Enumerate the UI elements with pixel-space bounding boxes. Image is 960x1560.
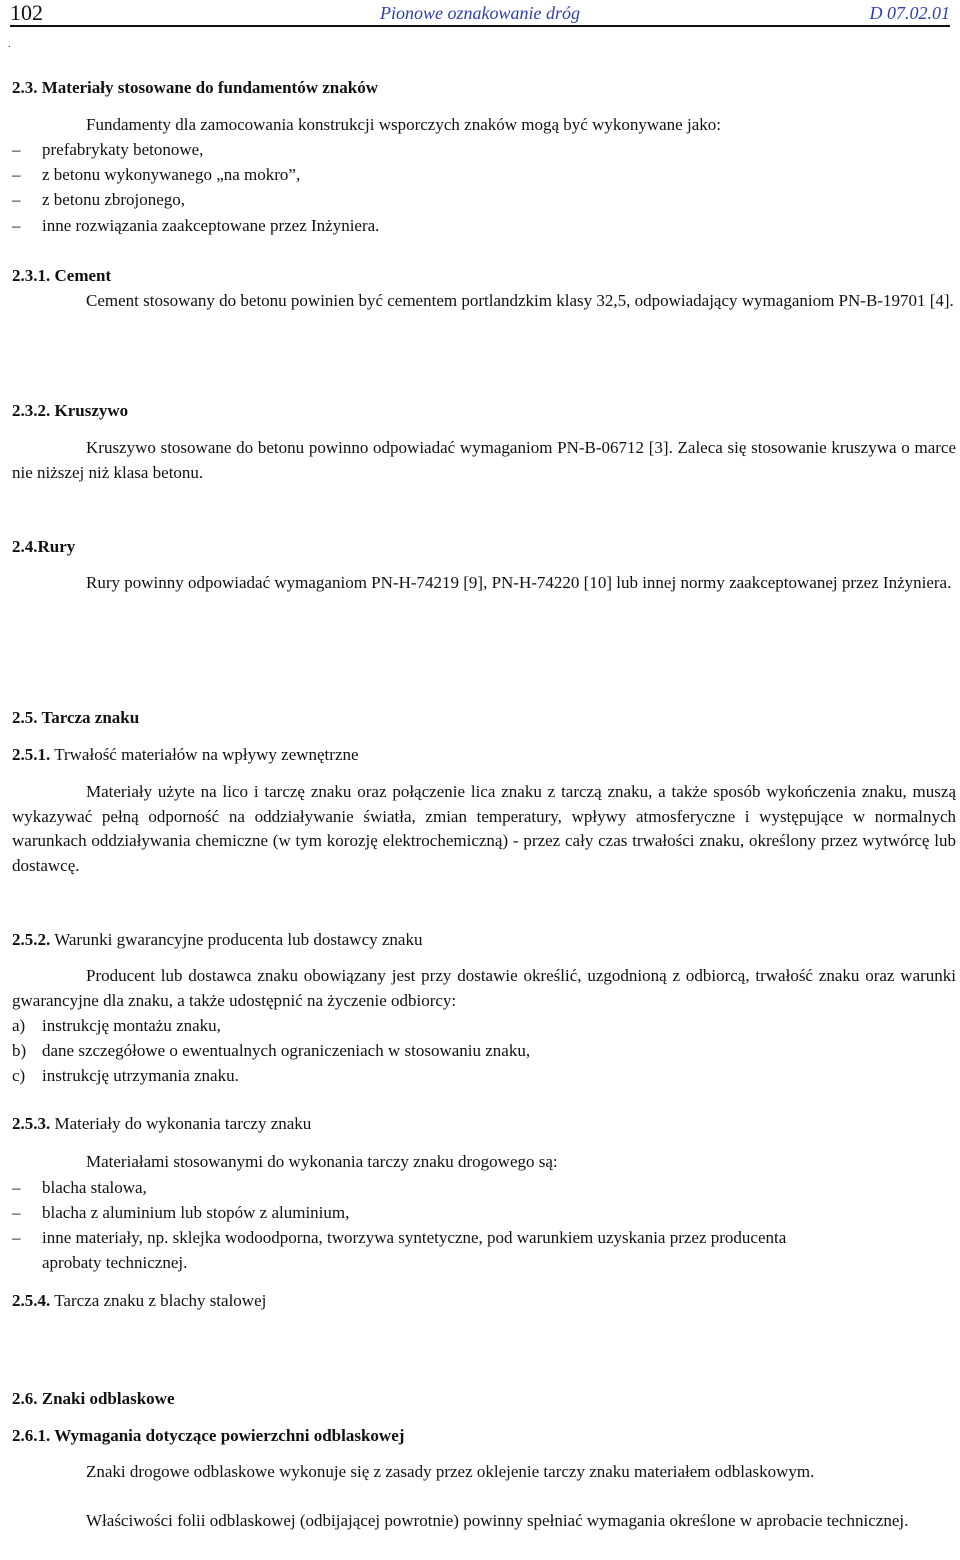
dash-bullet: – xyxy=(12,1203,21,1222)
section-heading-2-6: 2.6. Znaki odblaskowe xyxy=(12,1389,175,1408)
list-item: z betonu wykonywanego „na mokro”, xyxy=(42,165,301,184)
section-heading-2-6-1: 2.6.1. Wymagania dotyczące powierzchni odblaskowej xyxy=(12,1426,405,1445)
list-item: inne rozwiązania zaakceptowane przez Inżyniera. xyxy=(42,216,380,235)
dash-bullet: – xyxy=(12,1228,21,1247)
section-number: 2.5.2. xyxy=(12,930,51,949)
section-2-3-intro: Fundamenty dla zamocowania konstrukcji wsporczych znaków mogą być wykonywane jako: xyxy=(86,115,721,134)
section-2-3-1-body: Cement stosowany do betonu powinien być cementem portlandzkim klasy 32,5, odpowiadający wymaganiom PN-B-19701 [4]. xyxy=(86,291,954,310)
section-heading-2-5-1 xyxy=(12,743,359,767)
section-title: Materiały do wykonania tarczy znaku xyxy=(54,1114,312,1133)
list-item: instrukcję utrzymania znaku. xyxy=(42,1066,239,1085)
section-2-3-2-body: Kruszywo stosowane do betonu powinno odpowiadać wymaganiom PN-B-06712 [3]. Zaleca się stosowanie kruszywa o marce nie niższej niż klasa betonu. xyxy=(12,438,956,482)
section-2-5-3-intro: Materiałami stosowanymi do wykonania tarczy znaku drogowego są: xyxy=(86,1152,558,1171)
section-number: 2.5.3. xyxy=(12,1114,51,1133)
section-number: 2.5.4. xyxy=(12,1291,51,1310)
list-item: blacha z aluminium lub stopów z aluminium, xyxy=(42,1203,350,1222)
section-heading-2-5-3 xyxy=(12,1112,311,1136)
section-title: Trwałość materiałów na wpływy zewnętrzne xyxy=(54,745,359,764)
section-number: 2.5.1. xyxy=(12,745,51,764)
dash-bullet: – xyxy=(12,1178,21,1197)
section-2-5-2-body: Producent lub dostawca znaku obowiązany jest przy dostawie określić, uzgodnioną z odbiorcą, trwałość znaku oraz warunki gwarancyjne dla znaku, a także udostępnić na życzenie odbiorcy: xyxy=(12,966,956,1010)
dash-bullet: – xyxy=(12,165,21,184)
section-heading-2-3-1: 2.3.1. Cement xyxy=(12,266,112,285)
section-heading-2-3: 2.3. Materiały stosowane do fundamentów znaków xyxy=(12,78,378,97)
section-title: Tarcza znaku z blachy stalowej xyxy=(54,1291,267,1310)
dash-bullet: – xyxy=(12,140,21,159)
running-title: Pionowe oznakowanie dróg xyxy=(380,3,580,23)
list-marker: c) xyxy=(12,1066,26,1085)
dash-bullet: – xyxy=(12,216,21,235)
list-item: prefabrykaty betonowe, xyxy=(42,140,204,159)
document-code: D 07.02.01 xyxy=(869,3,950,23)
list-item: z betonu zbrojonego, xyxy=(42,190,186,209)
section-2-6-1-para2: Właściwości folii odblaskowej (odbijającej powrotnie) powinny spełniać wymagania określone w aprobacie technicznej. xyxy=(86,1511,909,1530)
list-marker: a) xyxy=(12,1016,26,1035)
header-rule xyxy=(10,25,950,27)
stray-dot: . xyxy=(8,39,11,50)
page-header xyxy=(10,0,950,26)
section-heading-2-4: 2.4.Rury xyxy=(12,537,76,556)
list-item: blacha stalowa, xyxy=(42,1178,147,1197)
section-heading-2-5-2 xyxy=(12,928,422,952)
section-heading-2-3-2: 2.3.2. Kruszywo xyxy=(12,401,129,420)
page-number: 102 xyxy=(10,0,43,25)
section-2-4-body: Rury powinny odpowiadać wymaganiom PN-H-74219 [9], PN-H-74220 [10] lub innej normy zaakceptowanej przez Inżyniera. xyxy=(86,573,952,592)
section-heading-2-5-4 xyxy=(12,1289,266,1313)
list-item: dane szczegółowe o ewentualnych ograniczeniach w stosowaniu znaku, xyxy=(42,1041,531,1060)
dash-bullet: – xyxy=(12,190,21,209)
list-item-continuation: aprobaty technicznej. xyxy=(42,1253,188,1272)
section-heading-2-5: 2.5. Tarcza znaku xyxy=(12,708,140,727)
list-marker: b) xyxy=(12,1041,27,1060)
list-item: instrukcję montażu znaku, xyxy=(42,1016,221,1035)
section-title: Warunki gwarancyjne producenta lub dostawcy znaku xyxy=(54,930,423,949)
section-2-6-1-para1: Znaki drogowe odblaskowe wykonuje się z zasady przez oklejenie tarczy znaku materiałem odblaskowym. xyxy=(86,1462,815,1481)
list-item: inne materiały, np. sklejka wodoodporna, tworzywa syntetyczne, pod warunkiem uzyskania przez producenta xyxy=(42,1228,787,1247)
section-2-5-1-body: Materiały użyte na lico i tarczę znaku oraz połączenie lica znaku z tarczą znaku, a także sposób wykończenia znaku, muszą wykazywać pełną odporność na oddziaływanie światła, zmian temperatury, wpływy atmosferyczne i występujące w normalnych warunkach oddziaływania chemiczne (w tym korozję elektrochemiczną) - przez cały czas trwałości znaku, określony przez wytwórcę lub dostawcę. xyxy=(12,782,956,875)
